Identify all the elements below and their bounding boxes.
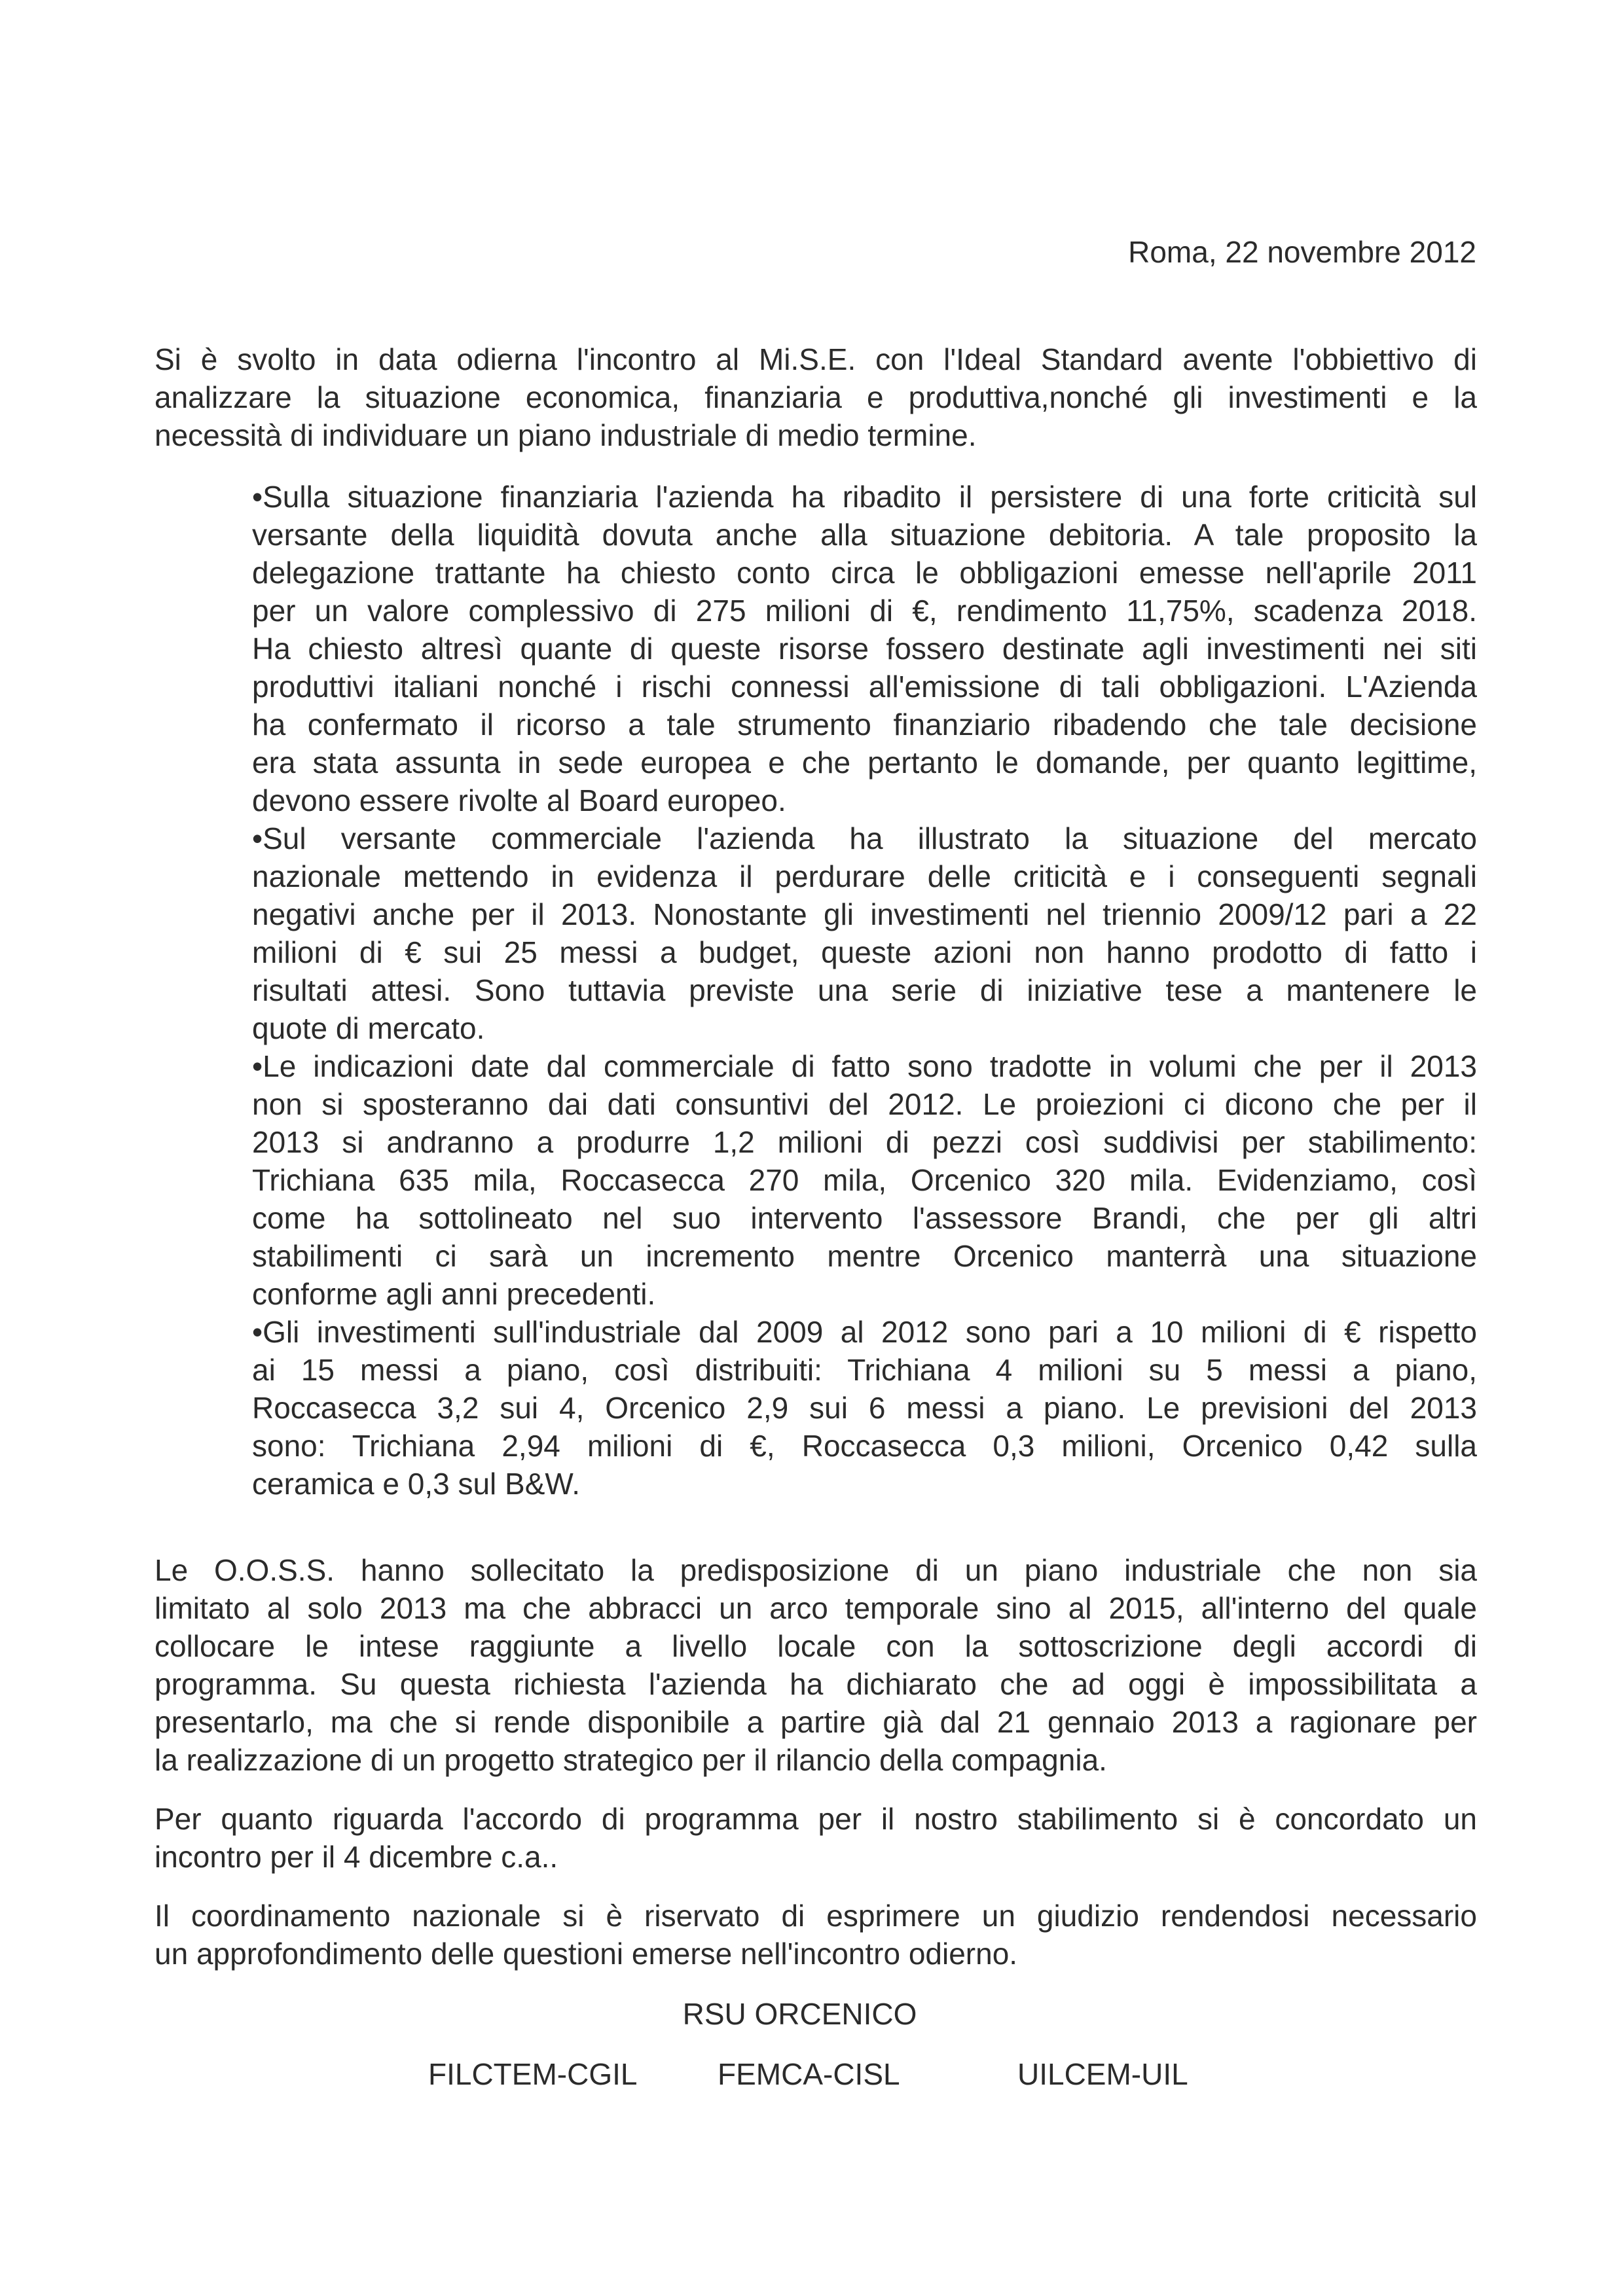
text-line: necessità di individuare un piano industriale di medio termine. — [155, 418, 977, 452]
text-line: incontro per il 4 dicembre c.a.. — [155, 1840, 558, 1874]
text-line: Per quanto riguarda l'accordo di programma per il nostro stabilimento si è concordato un — [155, 1802, 1477, 1836]
bullet-item-finanziaria — [252, 478, 1477, 819]
text-line: •Sulla situazione finanziaria l'azienda ha ribadito il persistere di una forte criticità sul — [252, 480, 1477, 514]
text-line: produttivi italiani nonché i rischi connessi all'emissione di tali obbligazioni. L'Azienda — [252, 670, 1477, 704]
text-line: Roccasecca 3,2 sui 4, Orcenico 2,9 sui 6 messi a piano. Le previsioni del 2013 — [252, 1391, 1477, 1425]
bullet-item-commerciale — [252, 819, 1477, 1047]
text-line: nazionale mettendo in evidenza il perdurare delle criticità e i conseguenti segnali — [252, 859, 1477, 893]
text-line: •Gli investimenti sull'industriale dal 2009 al 2012 sono pari a 10 milioni di € rispetto — [252, 1315, 1477, 1349]
text-line: risultati attesi. Sono tuttavia previste una serie di iniziative tese a mantenere le — [252, 973, 1477, 1007]
text-line: era stata assunta in sede europea e che pertanto le domande, per quanto legittime, — [252, 745, 1477, 780]
text-line: programma. Su questa richiesta l'azienda ha dichiarato che ad oggi è impossibilitata a — [155, 1667, 1477, 1701]
coordinamento-paragraph — [155, 1897, 1477, 1973]
text-line: versante della liquidità dovuta anche alla situazione debitoria. A tale proposito la — [252, 518, 1477, 552]
date-line: Roma, 22 novembre 2012 — [1128, 235, 1476, 269]
text-line: per un valore complessivo di 275 milioni di €, rendimento 11,75%, scadenza 2018. — [252, 594, 1477, 628]
text-line: ha confermato il ricorso a tale strumento finanziario ribadendo che tale decisione — [252, 708, 1477, 742]
text-line: ceramica e 0,3 sul B&W. — [252, 1467, 581, 1501]
text-line: come ha sottolineato nel suo intervento l'assessore Brandi, che per gli altri — [252, 1201, 1477, 1235]
text-line: Ha chiesto altresì quante di queste risorse fossero destinate agli investimenti nei siti — [252, 632, 1477, 666]
text-line: un approfondimento delle questioni emerse nell'incontro odierno. — [155, 1937, 1018, 1971]
text-line: analizzare la situazione economica, finanziaria e produttiva,nonché gli investimenti e la — [155, 380, 1477, 414]
text-line: non si sposteranno dai dati consuntivi del 2012. Le proiezioni ci dicono che per il — [252, 1087, 1477, 1121]
text-line: collocare le intese raggiunte a livello locale con la sottoscrizione degli accordi di — [155, 1629, 1477, 1663]
ooss-paragraph — [155, 1551, 1477, 1779]
intro-paragraph — [155, 340, 1477, 454]
bullet-item-investimenti — [252, 1313, 1477, 1503]
text-line: delegazione trattante ha chiesto conto circa le obbligazioni emesse nell'aprile 2011 — [252, 556, 1477, 590]
text-line: ai 15 messi a piano, così distribuiti: Trichiana 4 milioni su 5 messi a piano, — [252, 1353, 1477, 1387]
text-line: devono essere rivolte al Board europeo. — [252, 783, 786, 817]
bullet-item-volumi — [252, 1047, 1477, 1313]
text-line: negativi anche per il 2013. Nonostante gli investimenti nel triennio 2009/12 pari a 22 — [252, 897, 1477, 931]
text-line: Il coordinamento nazionale si è riservato di esprimere un giudizio rendendosi necessario — [155, 1899, 1477, 1933]
text-line: Trichiana 635 mila, Roccasecca 270 mila, Orcenico 320 mila. Evidenziamo, così — [252, 1163, 1477, 1197]
text-line: stabilimenti ci sarà un incremento mentre Orcenico manterrà una situazione — [252, 1239, 1477, 1273]
text-line: quote di mercato. — [252, 1011, 485, 1045]
text-line: limitato al solo 2013 ma che abbracci un arco temporale sino al 2015, all'interno del quale — [155, 1591, 1477, 1625]
text-line: 2013 si andranno a produrre 1,2 milioni di pezzi così suddivisi per stabilimento: — [252, 1125, 1477, 1159]
union-femca: FEMCA-CISL — [718, 2057, 900, 2091]
text-line: Le O.O.S.S. hanno sollecitato la predisposizione di un piano industriale che non sia — [155, 1553, 1477, 1587]
text-line: Si è svolto in data odierna l'incontro al Mi.S.E. con l'Ideal Standard avente l'obbiettivo di — [155, 342, 1477, 376]
bullet-list — [252, 478, 1477, 1503]
text-line: •Sul versante commerciale l'azienda ha illustrato la situazione del mercato — [252, 821, 1477, 855]
signature-rsu — [0, 1995, 1623, 2033]
text-line: presentarlo, ma che si rende disponibile a partire già dal 21 gennaio 2013 a ragionare per — [155, 1705, 1477, 1739]
union-uilcem: UILCEM-UIL — [1017, 2057, 1188, 2091]
text-line: la realizzazione di un progetto strategico per il rilancio della compagnia. — [155, 1743, 1107, 1777]
text-line: conforme agli anni precedenti. — [252, 1277, 656, 1311]
text-line: milioni di € sui 25 messi a budget, queste azioni non hanno prodotto di fatto i — [252, 935, 1477, 969]
rsu-name: RSU ORCENICO — [682, 1997, 917, 2031]
union-filctem: FILCTEM-CGIL — [428, 2057, 638, 2091]
signature-unions — [0, 2055, 1623, 2093]
text-line: •Le indicazioni date dal commerciale di fatto sono tradotte in volumi che per il 2013 — [252, 1049, 1477, 1083]
text-line: sono: Trichiana 2,94 milioni di €, Roccasecca 0,3 milioni, Orcenico 0,42 sulla — [252, 1429, 1477, 1463]
accordo-paragraph — [155, 1800, 1477, 1876]
